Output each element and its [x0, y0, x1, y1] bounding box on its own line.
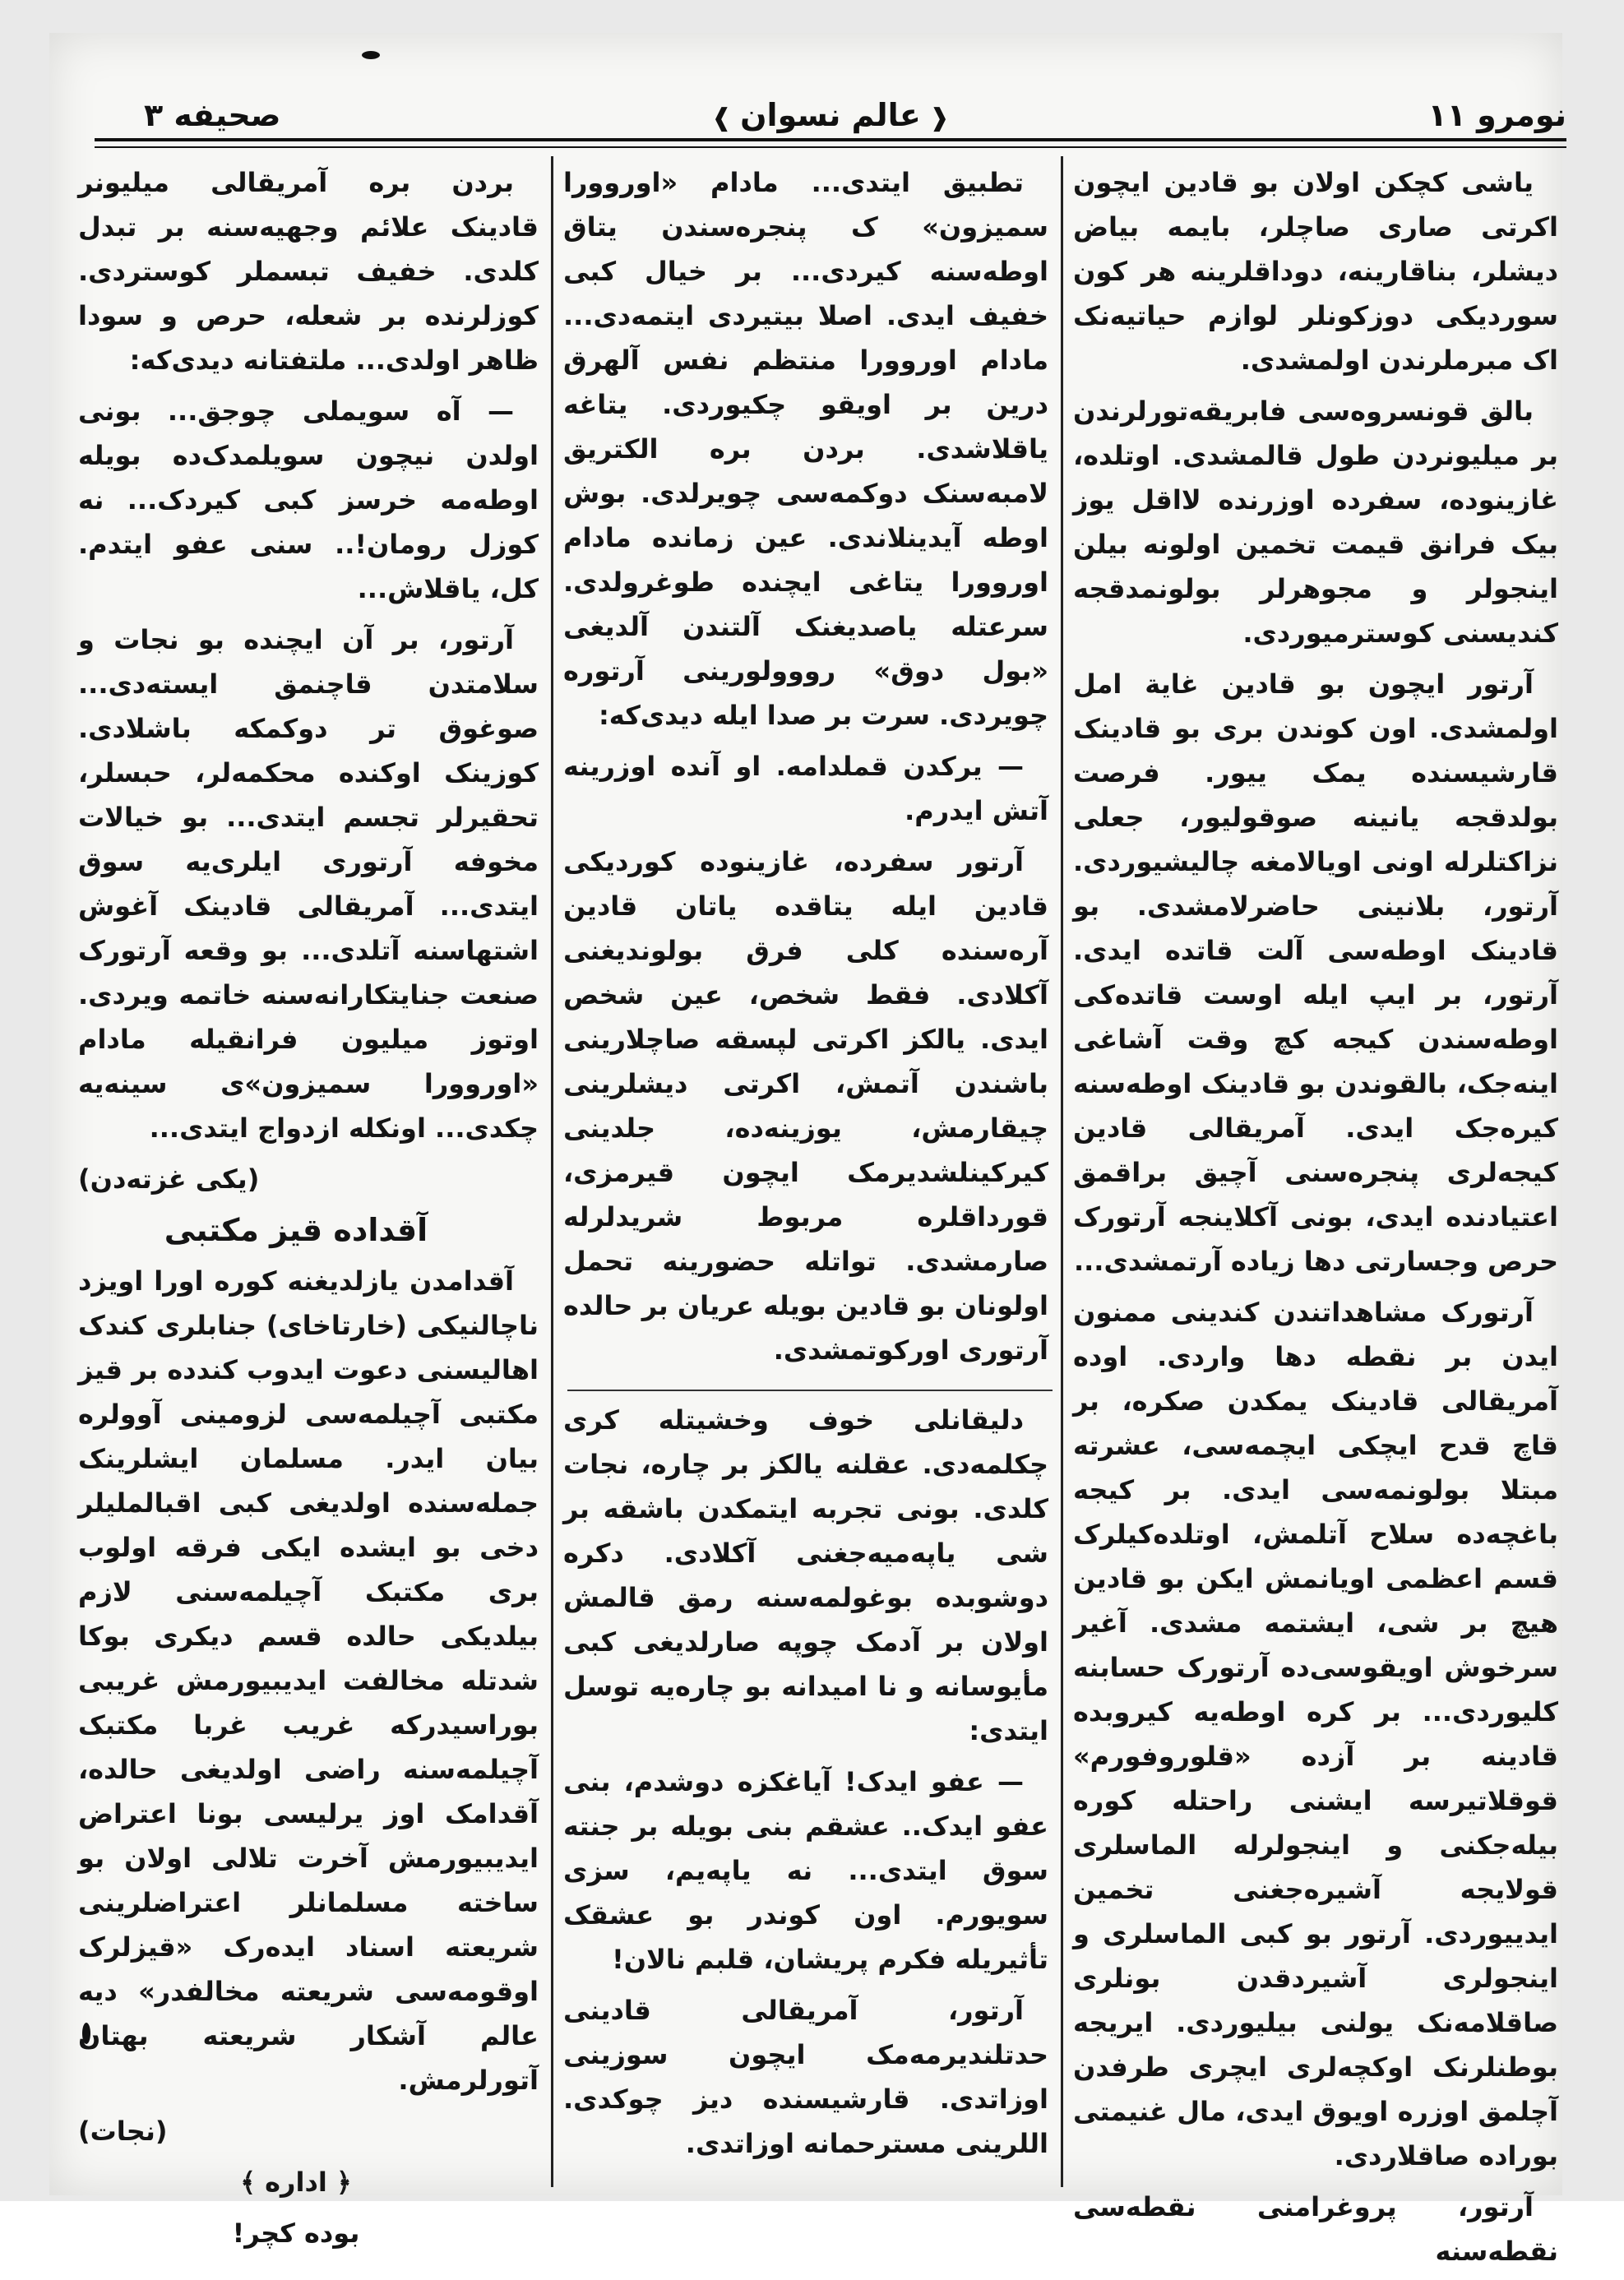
issue-number: نومرو ۱۱	[1427, 97, 1566, 133]
page-label: صحیفه ۳	[144, 97, 281, 133]
paragraph: — عفو ایدک! آیاغکزه دوشدم، بنی عفو ایدک.. عشقم بنی بویله بر جنته سوق ایتدی... نه یاپه‌یم، سزی سویورم. اون کوندر بو عشقک تأثیریله فکرم پریشان، قلبم نالان!	[563, 1766, 1048, 1975]
admin-label: ﴿ اداره ﴾	[240, 2167, 352, 2198]
header-rule-thin	[95, 146, 1566, 148]
paragraph: یاشی کچکن اولان بو قادین ایچون اکرتی صاری صاچلر، بایمه بیاض دیشلر، بناقارینه، دوداقلرینه هر کون سوردیکی دوزکونلر لوازم حیاتیه‌نک اک مبرملرندن اولمشدی.	[1073, 167, 1558, 376]
page-header	[95, 89, 1566, 140]
paragraph: آرتورک مشاهداتندن کندینی ممنون ایدن بر نقطه دها واردی. اوده آمریقالی قادینک یمکدن صکره، بر قاچ قدح ایچکی ایچمه‌سی، عشرته مبتلا بولونمه‌سی ایدی. بر کیجه باغچه‌ده سلاح آتلمش، اوتلده‌کیلرک قسم اعظمی اویانمش ایکن بو قادین هیچ بر شی، ایشتمه مشدی. آغیر سرخوش اویقوسی‌ده آرتورک حسابنه کلیوردی... بر کره اوطه‌یه کیروبده قادینه بر آزده «قلوروفورم» قوقلاتیرسه ایشنی راحتله کوره بیله‌جکنی و اینجولرله الماسلری قولایجه آشیره‌جغنی تخمین ایدییوردی. آرتور بو کبی الماسلری و اینجولری آشیردقدن بونلری صاقلامه‌نک یولنی بیلیوردی. ایریجه بوطنلرنک اوکچه‌لری ایچری طرفدن آچلمق اوزره اویوق ایدی، مال غنیمتی بوراده صاقلاردی.	[1073, 1297, 1558, 2171]
column-divider	[551, 156, 553, 2187]
paragraph: آقدامدن یازلدیغنه کوره اورا اویزد ناچالنیکی (خارتاخای) جنابلری کندک اهالیسنی دعوت ایدوب کندده بر قیز مکتبی آچیلمه‌سی لزومینی آوولره بیان ایدر. مسلمان ایشلرینک جمله‌سنده اولدیغی کبی اقبالملیلر دخی بو ایشده ایکی فرقه اولوب بری مکتبک آچیلمه‌سنی لازم بیلدیکی حالده قسم دیکری بوکا شدتله مخالفت ایدیبیورمش غریبی بوراسیدرکه غریب غربا مکتبک آچیلمه‌سنه راضی اولدیغی حالده، آقدامک اوز یرلیسی بونا اعتراض ایدیبیورمش آخرت تلالی اولان بو ساخته مسلمانلر اعتراضلرینی شریعته اسناد ایده‌رک «قیزلرک اوقومه‌سی شریعته مخالفدر» دیه عالم آشکار شریعته بهتان آتورلرمش.	[78, 1265, 539, 2096]
column-left	[78, 160, 539, 2262]
column-middle-lower	[563, 1398, 1048, 2172]
paragraph: آرتور سفرده، غازینوده کوردیکی قادین ایله یتاقده یاتان قادین آره‌سنده کلی فرق بولوندیغنی آکلادی. فقط شخص، عین شخص ایدی. یالکز اکرتی لپسقه صاچلارینی باشندن آتمش، اکرتی دیشلرینی چیقارمش، یوزینه‌ده، جلدینی کیرکینلشدیرمک ایچون قیرمزی، قورداقلره مربوط شریدلرله صارمشدی. تواتله حضورینه تحمل اولونان بو قادین بویله عریان بر حالده آرتوری اورکوتمشدی.	[563, 846, 1048, 1366]
ornament-icon: ❰	[928, 104, 951, 132]
paragraph: بردن بره آمریقالی میلیونر قادینک علائم وجهیه‌سنه بر تبدل کلدی. خفیف تبسملر کوستردی. کوزلرنده بر شعله، حرص و سودا ظاهر اولدی... ملتفتانه دیدی‌که:	[78, 167, 539, 376]
footer-note: بوده کچر!	[232, 2218, 360, 2249]
column-divider	[1061, 156, 1063, 2187]
paragraph: آرتور، آمریقالی قادینی حدتلندیرمه‌مک ایچون سوزینی اوزاتدی. قارشیسنده دیز چوکدی. اللرینی مسترحمانه اوزاتدی.	[563, 1995, 1048, 2159]
column-middle	[563, 160, 1048, 1379]
masthead-title	[703, 97, 958, 133]
masthead-text: عالم نسوان	[740, 97, 921, 133]
paragraph: آرتور، بر آن ایچنده بو نجات و سلامتدن قاچنمق ایسته‌دی... صوغوق تر دوکمکه باشلادی. کوزینک اوکنده محکمه‌لر، حبسلر، تحقیرلر تجسم ایتدی... بو خیالات مخوفه آرتوری ایلری‌یه سوق ایتدی... آمریقالی قادینک آغوش اشتهاسنه آتلدی... بو وقعه آرتورک صنعت جنایتکارانه‌سنه خاتمه ویردی. اوتوز میلیون فرانقیله مادام «اوروورا سمیزون»ی سینه‌یه چکدی... اونکله ازدواج ایتدی...	[78, 624, 539, 1144]
header-rule	[95, 138, 1566, 141]
source-credit: (یکی غزته‌دن)	[78, 1163, 260, 1195]
paragraph: آرتور، پروغرامنی نقطه‌سی نقطه‌سنه	[1073, 2191, 1558, 2267]
paragraph: دلیقانلی خوف وخشیتله کری چکلمه‌دی. عقلنه یالکز بر چاره، نجات کلدی. بونی تجربه ایتمکدن باشقه بر شی یاپه‌میه‌جغنی آکلادی. دکره دوشوبده بوغولمه‌سنه رمق قالمش اولان بر آدمک چوپه صارلدیغی کبی مأیوسانه و نا امیدانه بو چاره‌یه توسل ایتدی:	[563, 1404, 1048, 1746]
paragraph: — آه سویملی چوجق... بونی اولدن نیچون سویلمدک‌ده بویله اوطه‌مه خرسز کبی کیردک... نه کوزل رومان!.. سنی عفو ایتدم. کل، یاقلاش...	[78, 395, 539, 604]
paragraph: — یرکدن قملدامه. او آنده اوزرینه آتش ایدرم.	[563, 751, 1048, 826]
paragraph: آرتور ایچون بو قادین غایة امل اولمشدی. اون کوندن بری بو قادینک قارشیسنده یمک ییور. فرصت بولدقجه یانینه صوقولیور، جعلی نزاکتلرله اونی اویالامغه چالیشیوردی. آرتور، بلانینی حاضرلامشدی. بو قادینک اوطه‌سی آلت قاتده ایدی. آرتور، بر ایپ ایله اوست قاتده‌کی اوطه‌سندن کیجه کچ وقت آشاغی اینه‌جک، بالقوندن بو قادینک اوطه‌سنه کیره‌جک ایدی. آمریقالی قادین کیجه‌لری پنجره‌سنی آچیق براقمق اعتیادنده ایدی، بونی آکلاینجه آرتورک حرص وجسارتی دها زیاده آرتمشدی...	[1073, 668, 1558, 1277]
paragraph: تطبیق ایتدی... مادام «اوروورا سمیزون» ک پنجره‌سندن یتاق اوطه‌سنه کیردی... بر خیال کبی خفیف ایدی. اصلا بیتیردی ایتمه‌دی... مادام اوروورا منتظم نفس آلهرق درین بر اویقو چکیوردی. یتاغه یاقلاشدی. بردن بره الکتریق لامبه‌سنک دوکمه‌سی چویرلدی. بوش اوطه آیدینلاندی. عین زمانده مادام اوروورا یتاغی ایچنده طوغرولدی. سرعتله یاصدیغنک آلتندن آلدیغی «بول دوق» رووولورینی آرتوره چویردی. سرت بر صدا ایله دیدی‌که:	[563, 167, 1048, 731]
column-right	[1073, 160, 1558, 2280]
section-divider	[567, 1390, 1053, 1391]
section-title: آقداده قیز مکتبی	[164, 1212, 428, 1248]
paragraph: بالق قونسروه‌سی فابریقه‌تورلرندن بر میلیونردن طول قالمشدی. اوتلده، غازینوده، سفرده اوزرنده لااقل یوز بیک فرانق قیمت تخمین اولونه بیلن اینجولر و مجوهرلر بولونمدقجه کندیسنی کوسترمیوردی.	[1073, 395, 1558, 649]
source-credit: (نجات)	[78, 2116, 168, 2147]
ink-blot	[362, 51, 380, 59]
ornament-icon: ❱	[710, 104, 733, 132]
